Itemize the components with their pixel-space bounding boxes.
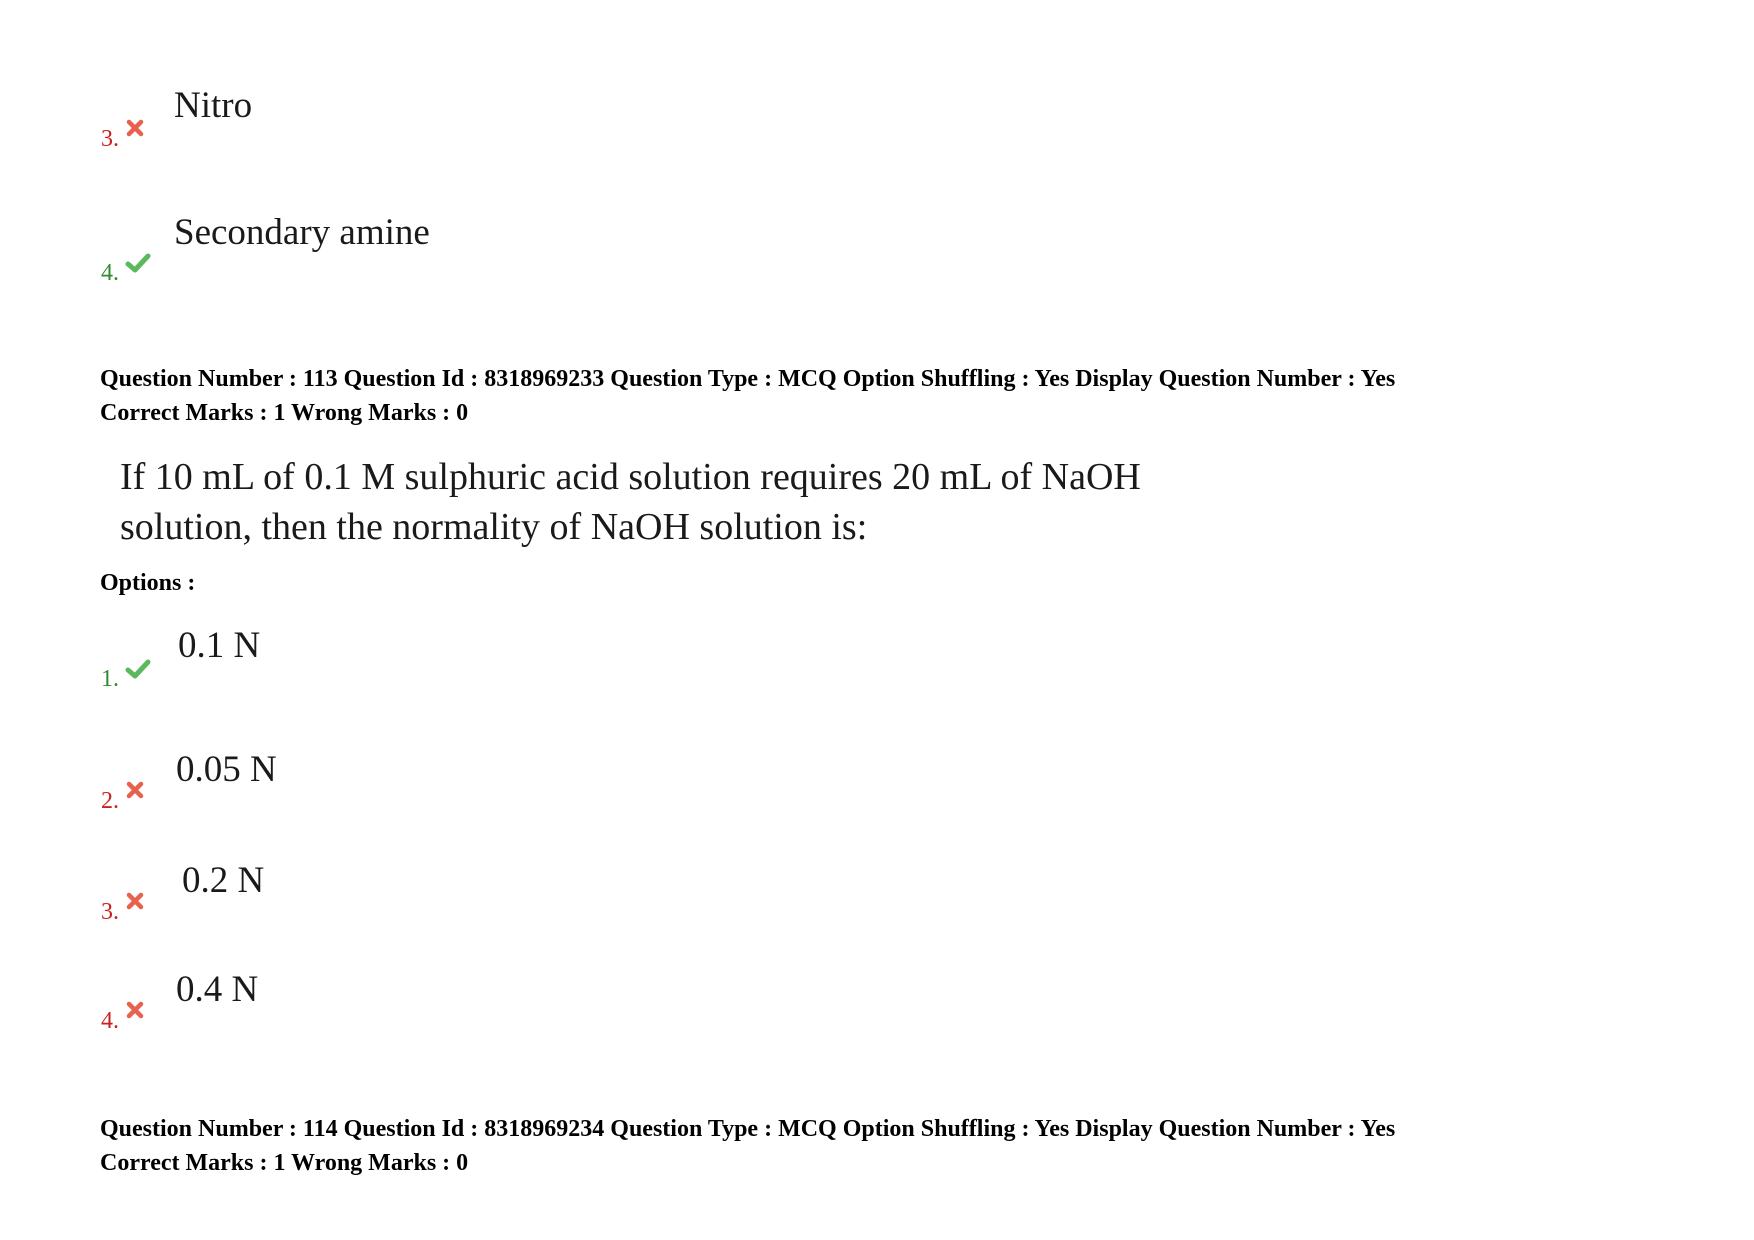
option-number: 4.: [101, 260, 119, 286]
option-number: 3.: [101, 126, 119, 152]
question-114-meta-line1: Question Number : 114 Question Id : 8318969234 Question Type : MCQ Option Shuffling : Yes Display Question Number : Yes: [100, 1116, 1396, 1142]
cross-mark-icon: [125, 118, 147, 140]
cross-mark-icon: [125, 1000, 147, 1022]
option-3: [101, 897, 145, 924]
option-4-text: 0.4 N: [176, 969, 259, 1010]
option-number: 4.: [101, 1008, 119, 1034]
question-113-text-line2: solution, then the normality of NaOH solution is:: [120, 506, 868, 548]
question-114-meta-line2: Correct Marks : 1 Wrong Marks : 0: [100, 1150, 469, 1176]
check-mark-icon: [125, 658, 147, 680]
question-113-meta-line1: Question Number : 113 Question Id : 8318969233 Question Type : MCQ Option Shuffling : Yes Display Question Number : Yes: [100, 366, 1396, 392]
option-4: [101, 1006, 145, 1033]
option-2-text: 0.05 N: [176, 749, 277, 790]
prev-option-3-text: Nitro: [174, 85, 253, 126]
option-number: 2.: [101, 788, 119, 814]
check-mark-icon: [125, 252, 147, 274]
option-number: 1.: [101, 666, 119, 692]
cross-mark-icon: [125, 891, 147, 913]
prev-option-3: [101, 124, 145, 151]
option-1: [101, 664, 145, 691]
question-113-meta-line2: Correct Marks : 1 Wrong Marks : 0: [100, 400, 469, 426]
option-2: [101, 786, 145, 813]
prev-option-4-text: Secondary amine: [174, 212, 430, 253]
question-113-text-line1: If 10 mL of 0.1 M sulphuric acid solution requires 20 mL of NaOH: [120, 456, 1141, 498]
option-number: 3.: [101, 899, 119, 925]
option-3-text: 0.2 N: [182, 860, 265, 901]
options-label: Options :: [100, 570, 196, 596]
cross-mark-icon: [125, 780, 147, 802]
option-1-text: 0.1 N: [178, 625, 261, 666]
prev-option-4: [101, 258, 145, 285]
